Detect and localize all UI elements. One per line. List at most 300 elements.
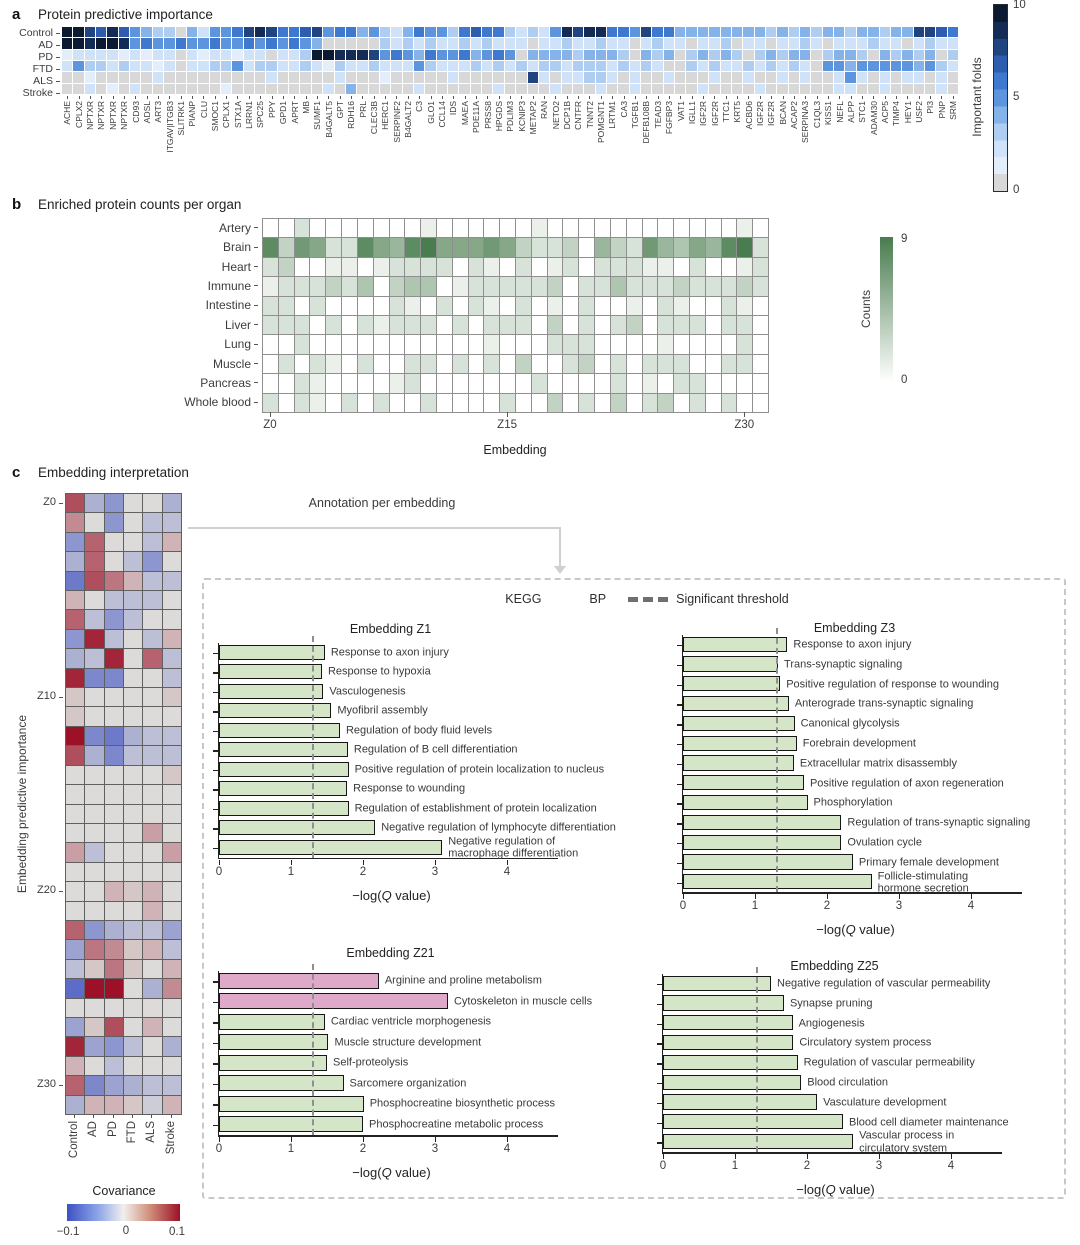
bar-label: Phosphocreatine biosynthetic process <box>369 1097 555 1110</box>
heatmap-a-cell <box>834 72 845 83</box>
heatmap-a-cell <box>936 50 947 61</box>
heatmap-b-cell <box>563 297 579 316</box>
heatmap-a-cell <box>346 38 357 49</box>
panel-b-title: Enriched protein counts per organ <box>38 197 242 212</box>
heatmap-b-cell <box>342 258 358 277</box>
protein-column-label: SUMF1 <box>312 101 323 130</box>
bar-label: Phosphocreatine metabolic process <box>369 1118 544 1131</box>
heatmap-b-cell <box>706 258 722 277</box>
heatmap-a-cell <box>777 61 788 72</box>
heatmap-b-cell <box>737 394 753 413</box>
heatmap-c-cell <box>66 688 85 707</box>
heatmap-c-cell <box>105 669 124 688</box>
heatmap-a-cell <box>493 61 504 72</box>
heatmap-a-cell <box>244 61 255 72</box>
panel-c-letter: c <box>12 464 21 481</box>
x-tick-label: 0 <box>659 1160 667 1173</box>
heatmap-c-cell <box>66 533 85 552</box>
heatmap-c-cell <box>85 766 104 785</box>
heatmap-a-cell <box>755 50 766 61</box>
heatmap-b-cell <box>437 277 453 296</box>
bar-label: Arginine and proline metabolism <box>384 974 542 987</box>
heatmap-c-cell <box>143 863 162 882</box>
heatmap-a-cell <box>312 50 323 61</box>
column-tick <box>335 96 346 100</box>
heatmap-b-cell <box>690 277 706 296</box>
bar-bp <box>663 1114 843 1129</box>
heatmap-c-cell <box>105 727 124 746</box>
column-tick <box>880 96 891 100</box>
heatmap-a-cell <box>936 38 947 49</box>
heatmap-a-cell <box>766 38 777 49</box>
heatmap-c-cell <box>163 960 182 979</box>
heatmap-b-cell <box>611 316 627 335</box>
bar-bp <box>219 1014 325 1030</box>
heatmap-a-cell <box>698 72 709 83</box>
heatmap-b-cell <box>405 335 421 354</box>
row-tick <box>254 247 258 248</box>
heatmap-a-cell <box>437 72 448 83</box>
column-tick <box>198 96 209 100</box>
heatmap-b-cell <box>484 238 500 257</box>
heatmap-b-cell <box>405 219 421 238</box>
column-tick <box>516 96 527 100</box>
heatmap-b-cell <box>500 394 516 413</box>
protein-column-label: HEY1 <box>902 101 913 124</box>
heatmap-a-cell <box>335 50 346 61</box>
heatmap-b-cell <box>737 297 753 316</box>
heatmap-c-cell <box>105 766 124 785</box>
heatmap-b-cell <box>500 335 516 354</box>
heatmap-c-cell <box>163 824 182 843</box>
heatmap-a-cell <box>709 50 720 61</box>
heatmap-a-cell <box>630 61 641 72</box>
heatmap-b-cell <box>310 394 326 413</box>
heatmap-a-cell <box>198 84 209 95</box>
protein-column-label: CLEC3B <box>368 101 379 135</box>
heatmap-b-cell <box>690 219 706 238</box>
heatmap-a-cell <box>119 38 130 49</box>
heatmap-c-cell <box>143 824 162 843</box>
protein-column-label: PRSS8 <box>482 101 493 129</box>
heatmap-a-cell <box>176 38 187 49</box>
colorbar-covariance <box>67 1204 180 1221</box>
heatmap-b-cell <box>563 277 579 296</box>
heatmap-b-cell <box>374 394 390 413</box>
heatmap-a-cell <box>255 61 266 72</box>
y-axis-tick <box>213 731 218 733</box>
heatmap-c-cell <box>66 513 85 532</box>
heatmap-b-cell <box>690 316 706 335</box>
column-tick <box>357 96 368 100</box>
heatmap-b-cell <box>579 219 595 238</box>
heatmap-a-cell <box>857 61 868 72</box>
heatmap-b-cell <box>342 316 358 335</box>
column-tick <box>834 96 845 100</box>
heatmap-b-cell <box>437 374 453 393</box>
heatmap-a-cell <box>278 50 289 61</box>
heatmap-a-cell <box>414 27 425 38</box>
heatmap-b-cell <box>563 238 579 257</box>
bar-label: Blood circulation <box>807 1076 888 1089</box>
heatmap-a-cell <box>811 61 822 72</box>
x-axis-tick <box>363 860 365 865</box>
heatmap-b-cell <box>690 238 706 257</box>
heatmap-a-row-label <box>0 27 60 39</box>
protein-column-label: SPC25 <box>255 101 266 128</box>
x-axis-tick <box>807 1154 809 1159</box>
heatmap-a-cell <box>868 84 879 95</box>
heatmap-c-column-label: AD <box>87 1121 100 1137</box>
heatmap-c-cell <box>66 591 85 610</box>
heatmap-b-cell <box>579 258 595 277</box>
heatmap-a-cell <box>85 84 96 95</box>
bar-bp <box>683 676 780 691</box>
row-tick <box>56 69 60 70</box>
heatmap-b-cell <box>516 258 532 277</box>
heatmap-b-row-label <box>120 296 258 315</box>
heatmap-a-cell <box>187 72 198 83</box>
heatmap-b-cell <box>563 374 579 393</box>
heatmap-a-cell <box>198 72 209 83</box>
heatmap-a-cell <box>107 84 118 95</box>
heatmap-b-cell <box>484 374 500 393</box>
heatmap-a-cell <box>210 84 221 95</box>
y-axis-tick <box>657 1024 662 1026</box>
heatmap-b-cell <box>516 374 532 393</box>
heatmap-a-cell <box>141 38 152 49</box>
heatmap-a-cell <box>516 27 527 38</box>
x-axis-tick <box>879 1154 881 1159</box>
heatmap-a-cell <box>119 50 130 61</box>
heatmap-b-cell <box>295 258 311 277</box>
heatmap-a-cell <box>73 50 84 61</box>
x-tick-label: 3 <box>895 900 903 913</box>
bar-bp <box>663 1035 793 1050</box>
heatmap-a-cell <box>346 84 357 95</box>
heatmap-a-cell <box>493 27 504 38</box>
bar-label: Phosphorylation <box>813 796 893 809</box>
column-tick <box>85 96 96 100</box>
heatmap-b-cell <box>279 355 295 374</box>
heatmap-b-cell <box>753 219 769 238</box>
heatmap-a-row-label <box>0 87 60 99</box>
y-axis-tick <box>213 750 218 752</box>
heatmap-a-cell <box>289 27 300 38</box>
column-tick <box>914 96 925 100</box>
column-tick <box>562 96 573 100</box>
bar-label: Regulation of vascular permeability <box>803 1056 975 1069</box>
heatmap-a-cell <box>369 72 380 83</box>
heatmap-a-cell <box>300 27 311 38</box>
heatmap-a-cell <box>323 50 334 61</box>
heatmap-a-cell <box>550 27 561 38</box>
heatmap-a-cell <box>800 27 811 38</box>
heatmap-a-cell <box>505 84 516 95</box>
heatmap-b-cell <box>279 258 295 277</box>
column-tick <box>550 96 561 100</box>
heatmap-c-cell <box>163 999 182 1018</box>
bar-label: Vasculogenesis <box>329 685 406 698</box>
heatmap-a-cell <box>641 72 652 83</box>
heatmap-a-cell <box>550 50 561 61</box>
heatmap-c-cell <box>105 572 124 591</box>
heatmap-a-cell <box>300 38 311 49</box>
heatmap-b-cell <box>374 335 390 354</box>
column-tick <box>403 96 414 100</box>
heatmap-a-cell <box>902 27 913 38</box>
heatmap-c-cell <box>105 843 124 862</box>
heatmap-a-cell <box>936 72 947 83</box>
heatmap-a-cell <box>493 84 504 95</box>
y-axis-tick <box>677 863 682 865</box>
heatmap-c-cell <box>124 572 143 591</box>
heatmap-c-cell <box>66 649 85 668</box>
chart-plot <box>215 643 616 903</box>
heatmap-b-cell <box>658 258 674 277</box>
heatmap-c-cell <box>143 649 162 668</box>
heatmap-c-cell <box>124 999 143 1018</box>
protein-column-label: IGF2R <box>709 101 720 127</box>
heatmap-b-cell <box>263 335 279 354</box>
heatmap-c-cell <box>163 552 182 571</box>
heatmap-b-cell <box>484 297 500 316</box>
heatmap-c-cell <box>85 921 104 940</box>
heatmap-a-cell <box>380 27 391 38</box>
heatmap-a-cell <box>232 72 243 83</box>
heatmap-a-cell <box>471 38 482 49</box>
heatmap-b-cell <box>279 394 295 413</box>
heatmap-a-cell <box>516 50 527 61</box>
heatmap-a-cell <box>834 61 845 72</box>
chart-title: Embedding Z25 <box>790 959 879 973</box>
colorbar-a-tick-min: 0 <box>1013 184 1020 196</box>
heatmap-a-cell <box>800 61 811 72</box>
heatmap-b-cell <box>643 258 659 277</box>
heatmap-b-cell <box>722 238 738 257</box>
heatmap-a-cell <box>755 72 766 83</box>
heatmap-c-cell <box>163 805 182 824</box>
heatmap-b-cell <box>706 355 722 374</box>
heatmap-b-cell <box>484 219 500 238</box>
heatmap-b-cell <box>595 238 611 257</box>
heatmap-a-cell <box>73 61 84 72</box>
column-tick <box>107 96 118 100</box>
heatmap-b-cell <box>658 238 674 257</box>
heatmap-c-cell <box>124 1076 143 1095</box>
heatmap-a-cell <box>777 38 788 49</box>
x-axis-tick <box>971 894 973 899</box>
heatmap-b-cell <box>374 297 390 316</box>
heatmap-a-cell <box>107 72 118 83</box>
column-tick <box>471 96 482 100</box>
column-tick <box>278 96 289 100</box>
heatmap-a-cell <box>198 50 209 61</box>
heatmap-c-cell <box>66 707 85 726</box>
heatmap-a-cell <box>198 38 209 49</box>
heatmap-a-cell <box>573 84 584 95</box>
heatmap-b-cell <box>658 297 674 316</box>
heatmap-a-cell <box>414 50 425 61</box>
heatmap-a-cell <box>187 84 198 95</box>
heatmap-a-cell <box>380 50 391 61</box>
heatmap-a-cell <box>925 27 936 38</box>
heatmap-a-cell <box>789 61 800 72</box>
heatmap-b-cell <box>611 219 627 238</box>
heatmap-b-cell <box>469 394 485 413</box>
heatmap-a-cell <box>300 61 311 72</box>
heatmap-a-cell <box>437 27 448 38</box>
x-axis-tick <box>755 894 757 899</box>
covariance-colorbar-title: Covariance <box>92 1184 156 1198</box>
heatmap-c-cell <box>66 552 85 571</box>
heatmap-c-cell <box>143 669 162 688</box>
heatmap-a-cell <box>652 84 663 95</box>
heatmap-a-cell <box>187 61 198 72</box>
column-tick <box>84 1115 103 1119</box>
bar-label: Anterograde trans-synaptic signaling <box>794 697 974 710</box>
heatmap-c-cell <box>124 979 143 998</box>
heatmap-b-cell <box>658 316 674 335</box>
x-tick-label: 4 <box>503 1143 511 1155</box>
heatmap-c-cell <box>163 921 182 940</box>
column-tick <box>162 1115 181 1119</box>
bar-label: Synapse pruning <box>789 997 873 1010</box>
heatmap-a-cell <box>459 72 470 83</box>
heatmap-c-cell <box>143 921 162 940</box>
row-tick <box>254 227 258 228</box>
column-tick <box>948 96 959 100</box>
bar-bp <box>663 1055 798 1070</box>
protein-column-label: RAN <box>539 101 550 119</box>
heatmap-b-cell <box>453 258 469 277</box>
heatmap-b-cell <box>421 277 437 296</box>
heatmap-b-cell <box>295 277 311 296</box>
y-axis-tick <box>213 1125 218 1127</box>
bar-label: Response to axon injury <box>793 638 912 651</box>
heatmap-b-cell <box>706 394 722 413</box>
heatmap-b-cell <box>563 394 579 413</box>
heatmap-a-cell <box>914 72 925 83</box>
x-tick-label: 3 <box>431 865 439 878</box>
heatmap-b-cell <box>643 277 659 296</box>
heatmap-b-cell <box>484 277 500 296</box>
column-tick <box>755 96 766 100</box>
bp-swatch-icon <box>563 592 581 607</box>
heatmap-c-cell <box>163 882 182 901</box>
y-axis-tick <box>677 724 682 726</box>
heatmap-b-cell <box>326 316 342 335</box>
bar-label: Negative regulation of lymphocyte differentiation <box>381 821 616 834</box>
bar-label: Extracellular matrix disassembly <box>799 757 957 770</box>
heatmap-c-column-label: FTD <box>125 1121 138 1144</box>
heatmap-b-cell <box>469 219 485 238</box>
heatmap-a-cell <box>244 38 255 49</box>
heatmap-c-cell <box>143 902 162 921</box>
heatmap-a-cell <box>493 72 504 83</box>
heatmap-b-cell <box>690 258 706 277</box>
heatmap-a-cell <box>766 84 777 95</box>
heatmap-b-row-label <box>120 237 258 256</box>
heatmap-a-cell <box>630 50 641 61</box>
heatmap-a-cell <box>789 72 800 83</box>
heatmap-a-cell <box>891 27 902 38</box>
heatmap-a-cell <box>675 27 686 38</box>
row-label-text: Pancreas <box>200 375 251 390</box>
heatmap-c-cell <box>85 533 104 552</box>
heatmap-a-cell <box>437 38 448 49</box>
protein-column-label: TGFB1 <box>630 101 641 129</box>
column-tick <box>539 96 550 100</box>
x-tick-label: 0 <box>679 900 687 913</box>
colorbar-b-tick-max: 9 <box>901 233 908 245</box>
heatmap-a-cell <box>743 50 754 61</box>
heatmap-b-cell <box>532 316 548 335</box>
protein-column-label: ART3 <box>153 101 164 123</box>
protein-column-label: DEFB108B <box>641 101 652 144</box>
heatmap-c-cell <box>66 727 85 746</box>
heatmap-c-cell <box>66 902 85 921</box>
heatmap-a-cell <box>357 61 368 72</box>
heatmap-b-cell <box>484 355 500 374</box>
heatmap-c-cell <box>66 630 85 649</box>
protein-column-label: FGFBP3 <box>664 101 675 135</box>
bar-label: Self-proteolysis <box>333 1056 409 1069</box>
heatmap-b-cell <box>532 277 548 296</box>
heatmap-c-cell <box>85 902 104 921</box>
heatmap-b-cell <box>326 394 342 413</box>
heatmap-c-cell <box>105 1076 124 1095</box>
heatmap-c-cell <box>163 610 182 629</box>
heatmap-a-cell <box>573 50 584 61</box>
protein-column-label: ADAM30 <box>868 101 879 136</box>
heatmap-b-cell <box>611 394 627 413</box>
heatmap-b-cell <box>342 335 358 354</box>
heatmap-a-cell <box>85 50 96 61</box>
row-label-text: Immune <box>207 278 251 293</box>
heatmap-a-cell <box>210 61 221 72</box>
column-tick <box>845 96 856 100</box>
heatmap-a-cell <box>323 61 334 72</box>
colorbar-a-label: Important folds <box>970 57 984 137</box>
column-tick <box>176 96 187 100</box>
heatmap-b-cell <box>579 316 595 335</box>
heatmap-b-cell <box>611 277 627 296</box>
y-axis-tick <box>213 828 218 830</box>
x-axis-tick <box>951 1154 953 1159</box>
heatmap-a-cell <box>902 61 913 72</box>
heatmap-b-cell <box>722 316 738 335</box>
heatmap-a-cell <box>221 27 232 38</box>
protein-column-label: TNNT2 <box>584 101 595 129</box>
heatmap-a-cell <box>425 50 436 61</box>
heatmap-b-cell <box>342 277 358 296</box>
y-axis-tick <box>213 770 218 772</box>
heatmap-c-cell <box>105 688 124 707</box>
heatmap-a-cell <box>164 84 175 95</box>
heatmap-c-cell <box>124 1037 143 1056</box>
heatmap-a-cell <box>823 84 834 95</box>
heatmap-b-cell <box>295 238 311 257</box>
row-tick <box>56 33 60 34</box>
heatmap-c-cell <box>66 1018 85 1037</box>
heatmap-a-cell <box>210 27 221 38</box>
protein-column-label: PRL <box>357 101 368 118</box>
significant-threshold-line <box>312 964 314 1135</box>
kegg-swatch-icon <box>479 592 497 607</box>
heatmap-a-cell <box>244 72 255 83</box>
heatmap-b-cell <box>500 297 516 316</box>
